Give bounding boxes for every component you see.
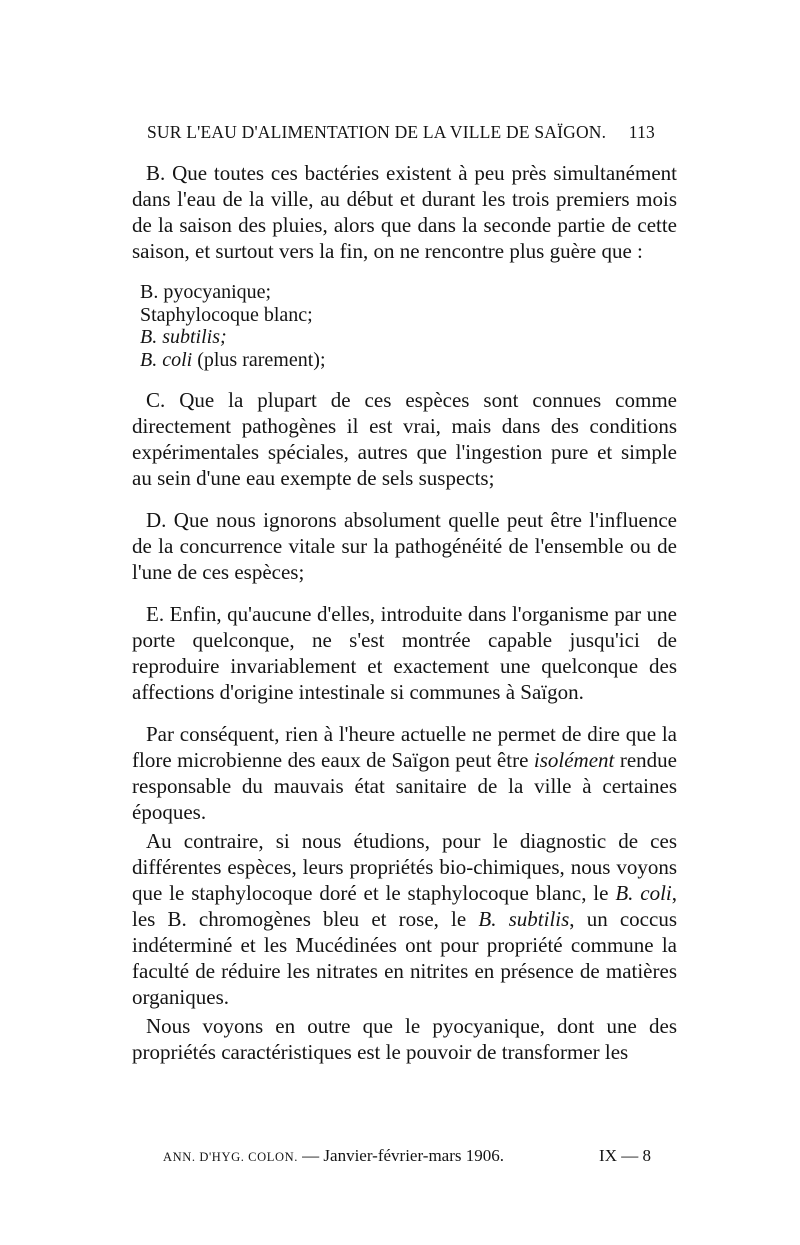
species-name: B. coli — [140, 348, 193, 371]
paragraph-consequent — [132, 721, 677, 825]
paragraph-voyons: Nous voyons en outre que le pyocyanique, dont une des propriétés caractéristiques est le pouvoir de transformer les — [132, 1014, 677, 1064]
paragraph-b: B. Que toutes ces bactéries existent à peu près simultanément dans l'eau de la ville, au début et durant les trois premiers mois de la saison des pluies, alors que dans la seconde partie de cette saison, et surtout vers la fin, on ne rencontre plus guère que : — [132, 161, 677, 263]
list-item: Staphylocoque blanc; — [140, 303, 313, 326]
footer-journal-wrap — [163, 1146, 504, 1166]
paragraph-text: Par conséquent, rien à l'heure actuelle ne permet de dire que la flore microbienne des eaux de Saïgon peut être — [132, 722, 677, 772]
species-name: B. coli — [615, 881, 672, 905]
paragraph-c: C. Que la plupart de ces espèces sont connues comme directement pathogènes il est vrai, mais dans des conditions expérimentales spéciales, autres que l'ingestion pure et simple au sein d'une eau exempte de sels suspects; — [132, 388, 677, 490]
footer-journal: ANN. D'HYG. COLON. — [163, 1150, 298, 1164]
list-item: B. pyocyanique; — [140, 281, 272, 303]
header-title: SUR L'EAU D'ALIMENTATION DE LA VILLE DE SAÏGON. — [147, 122, 607, 142]
footer-issue: — Janvier-février-mars 1906. — [302, 1146, 504, 1165]
paragraph-text: Au contraire, si nous étudions, pour le diagnostic de ces différentes espèces, leurs propriétés bio-chimiques, nous voyons que le staphylocoque doré et le staphylocoque blanc, le — [132, 829, 677, 905]
paragraph-e: E. Enfin, qu'aucune d'elles, introduite dans l'organisme par une porte quelconque, ne s'est montrée capable jusqu'ici de reproduire invariablement et exactement une quelconque des affections d'origine intestinale si communes à Saïgon. — [132, 602, 677, 704]
paragraph-text: , les B. chromogènes bleu et rose, le — [132, 881, 677, 931]
footer-signature: IX — 8 — [599, 1146, 651, 1165]
page-number: 113 — [628, 122, 655, 142]
emphasis: isolément — [533, 748, 615, 772]
species-name: B. subtilis — [478, 907, 570, 931]
list-item — [140, 349, 677, 372]
page-body — [132, 160, 677, 1065]
paragraph-text: , un coccus indéterminé et les Mucédinées ont pour propriété commune la faculté de réduire les nitrates en nitrites en présence de matières organiques. — [132, 907, 678, 1009]
list-item: B. subtilis; — [140, 326, 227, 348]
page-footer — [163, 1146, 651, 1166]
bacteria-list — [140, 281, 677, 371]
running-header — [147, 122, 655, 143]
paragraph-d: D. Que nous ignorons absolument quelle peut être l'influence de la concurrence vitale sur la pathogénéité de l'ensemble ou de l'une de ces espèces; — [132, 508, 677, 584]
paragraph-text: rendue responsable du mauvais état sanitaire de la ville à certaines époques. — [132, 748, 677, 824]
paragraph-contraire — [132, 828, 677, 1010]
list-item-text: (plus rarement); — [192, 348, 326, 371]
